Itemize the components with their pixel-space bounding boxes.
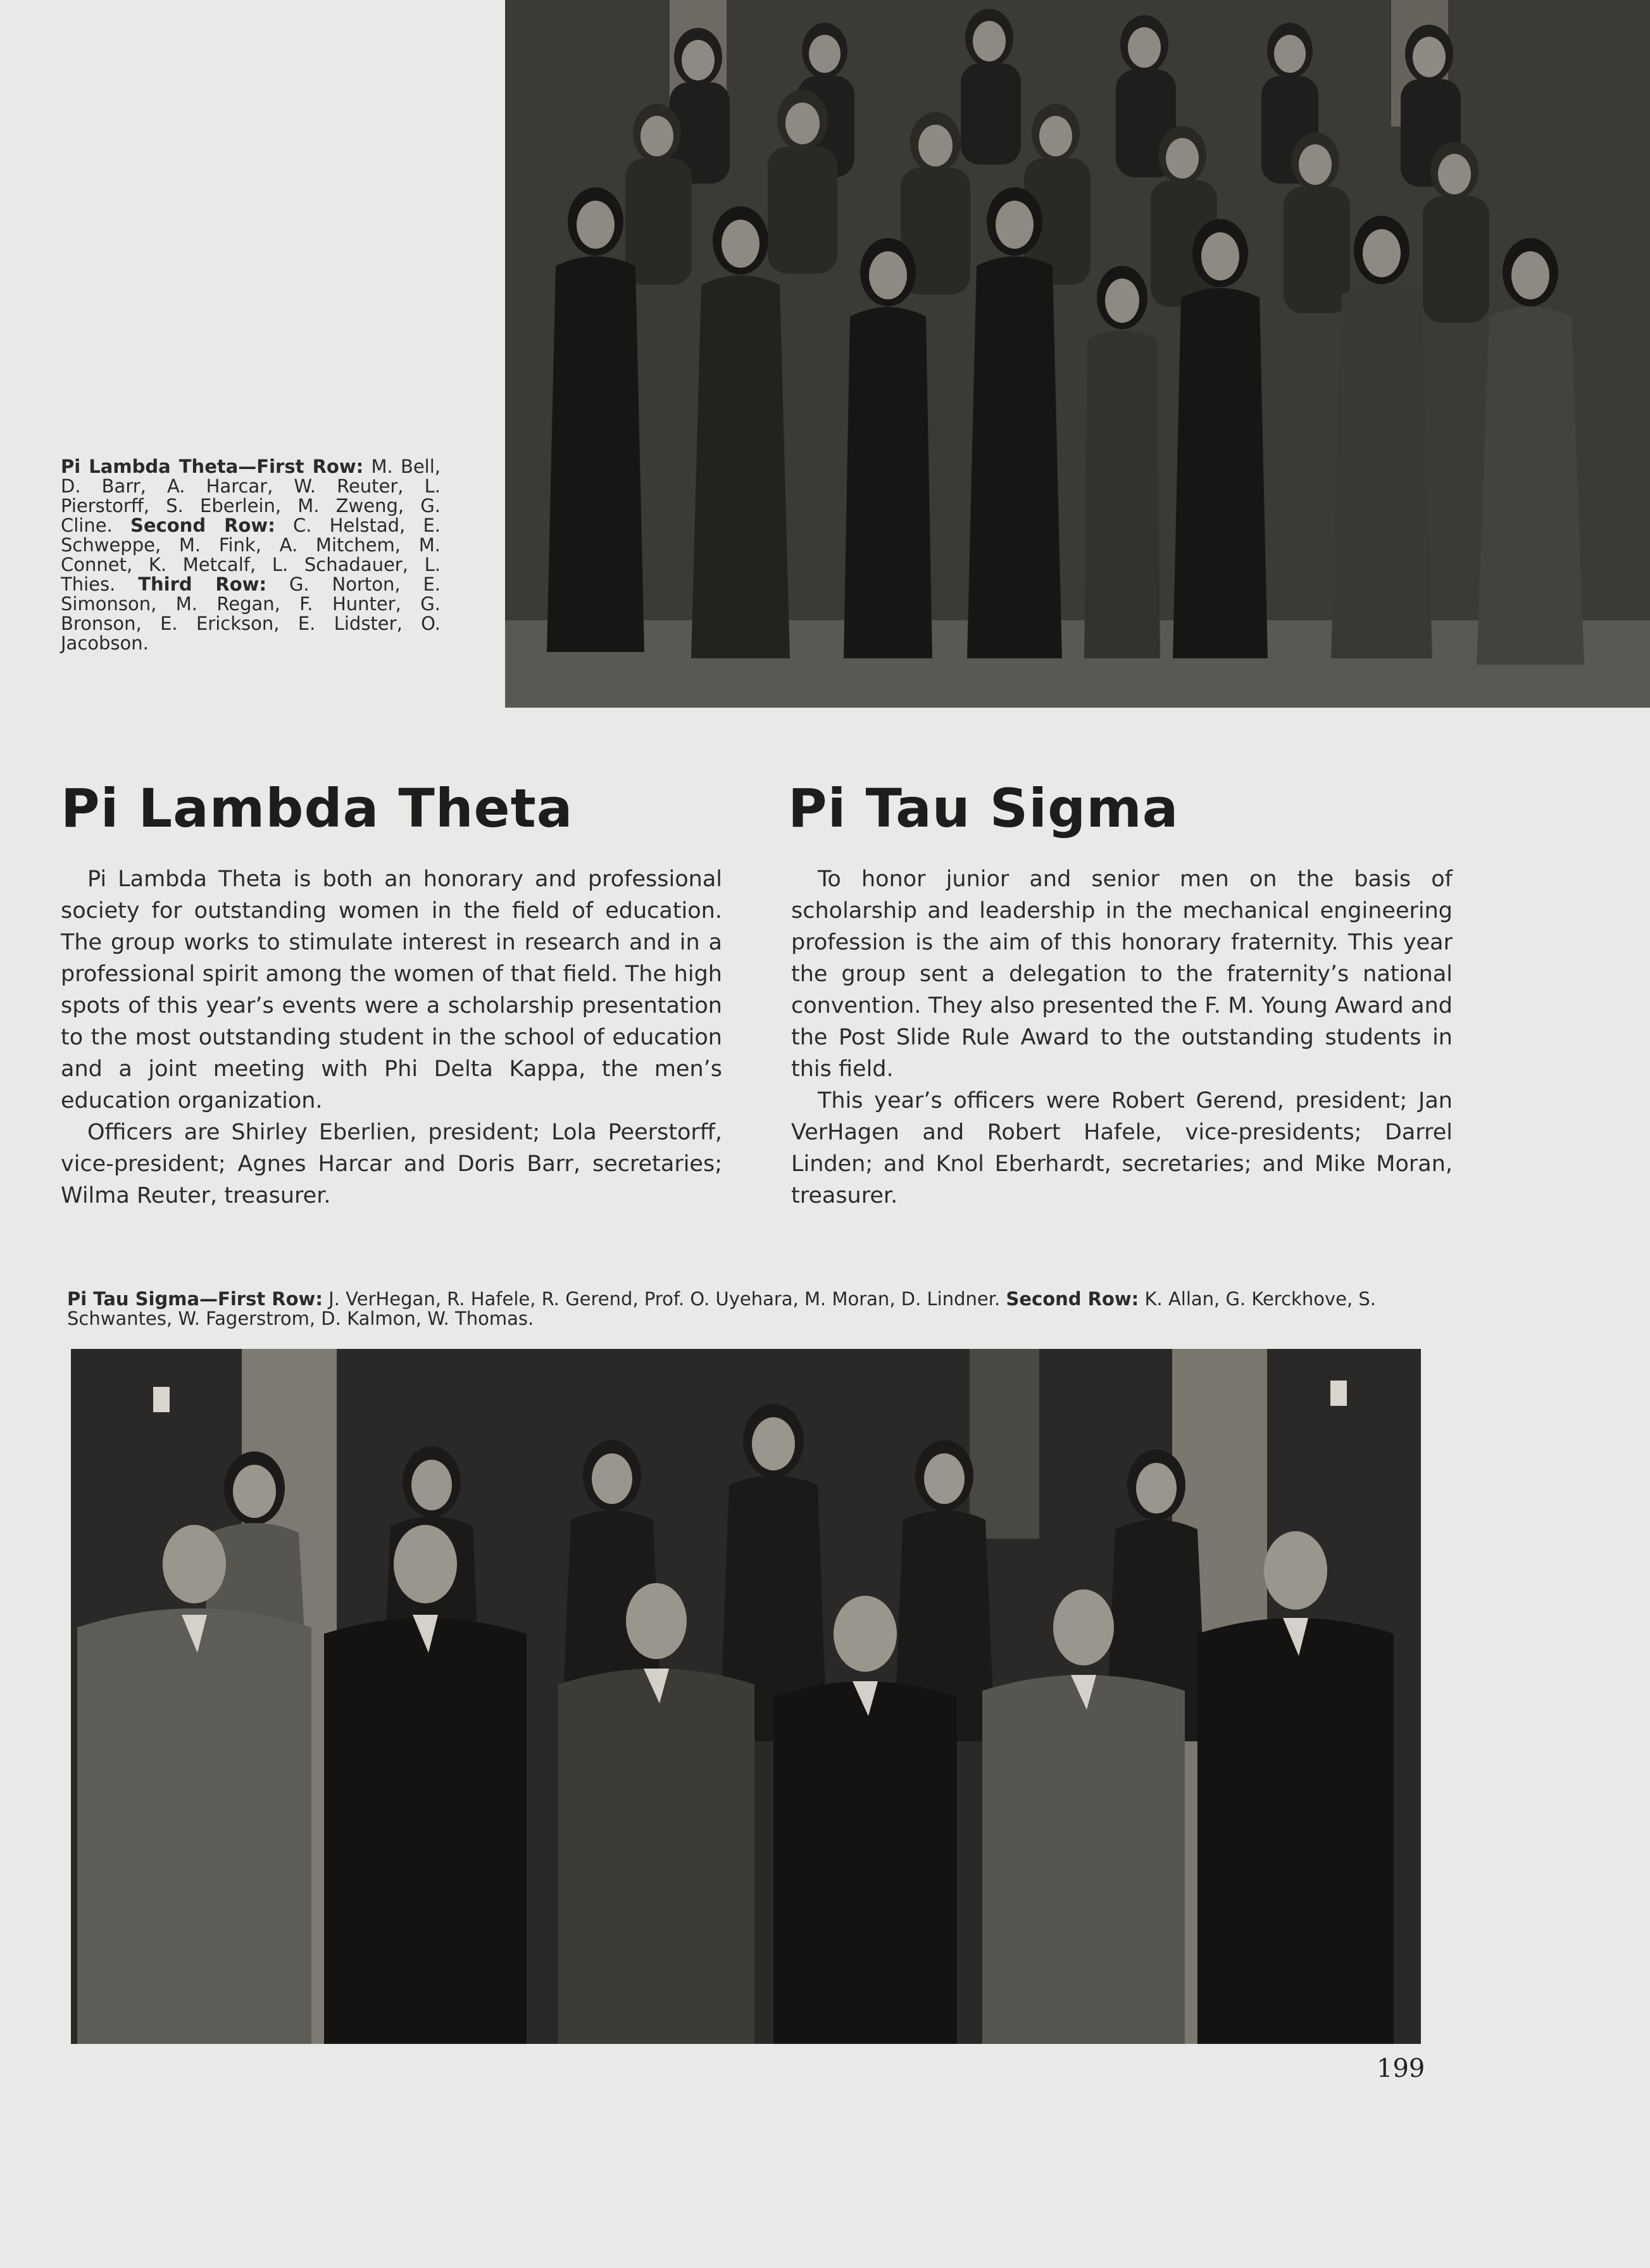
pi-tau-sigma-heading: Pi Tau Sigma — [788, 777, 1179, 839]
men-group-silhouettes — [71, 1349, 1421, 2044]
pi-lambda-theta-paragraph-1: Pi Lambda Theta is both an honorary and professional society for outstanding women in the field of education. The group works to stimulate interest in research and in a professional spirit among the women of that field. The high spots of this year’s events were a scholarship presentation to the most outstanding student in the school of education and a joint meeting with Phi Delta Kappa, the men’s education organization. — [61, 867, 722, 1113]
pi-tau-sigma-paragraph-1: To honor junior and senior men on the basis of scholarship and leadership in the mechanical engineering profession is the aim of this honorary fraternity. This year the group sent a delegation to the fraternity’s national convention. They also presented the F. M. Young Award and the Post Slide Rule Award to the outstanding students in this field. — [791, 867, 1453, 1082]
caption-second-row: C. Helstad, E. Schweppe, M. Fink, A. Mitchem, M. Connet, K. Metcalf, L. Schadauer, L. Thies. — [61, 515, 441, 595]
caption-second-row: K. Allan, G. Kerckhove, S. Schwantes, W. Fagerstrom, D. Kalmon, W. Thomas. — [67, 1288, 1377, 1329]
pi-lambda-theta-caption — [61, 457, 441, 653]
pi-tau-sigma-paragraph-2: This year’s officers were Robert Gerend, president; Jan VerHagen and Robert Hafele, vice-presidents; Darrel Linden; and Knol Eberhardt, secretaries; and Mike Moran, treasurer. — [791, 1088, 1453, 1208]
caption-first-row: J. VerHegan, R. Hafele, R. Gerend, Prof. O. Uyehara, M. Moran, D. Lindner. — [328, 1288, 1001, 1310]
pi-lambda-theta-paragraph-2: Officers are Shirley Eberlien, president; Lola Peerstorff, vice-president; Agnes Harcar and Doris Barr, secretaries; Wilma Reuter, treasurer. — [61, 1120, 722, 1208]
women-group-silhouettes — [505, 0, 1650, 708]
caption-third-row-label: Third Row: — [138, 573, 267, 595]
caption-org-label: Pi Lambda Theta—First Row: — [61, 456, 364, 477]
pi-lambda-theta-photo — [505, 0, 1650, 708]
pi-tau-sigma-photo — [71, 1349, 1421, 2044]
caption-first-row: M. Bell, D. Barr, A. Harcar, W. Reuter, L. Pierstorff, S. Eberlein, M. Zweng, G. Cline. — [61, 456, 441, 536]
caption-second-row-label: Second Row: — [1006, 1288, 1139, 1310]
caption-third-row: G. Norton, E. Simonson, M. Regan, F. Hunter, G. Bronson, E. Erickson, E. Lidster, O. Jacobson. — [61, 573, 441, 654]
pi-lambda-theta-heading: Pi Lambda Theta — [61, 777, 573, 839]
pi-lambda-theta-article — [61, 863, 722, 1212]
page-number: 199 — [1377, 2054, 1425, 2083]
pi-tau-sigma-article — [791, 863, 1453, 1212]
caption-org-label: Pi Tau Sigma—First Row: — [67, 1288, 323, 1310]
caption-second-row-label: Second Row: — [130, 515, 275, 536]
pi-tau-sigma-caption — [67, 1289, 1422, 1329]
